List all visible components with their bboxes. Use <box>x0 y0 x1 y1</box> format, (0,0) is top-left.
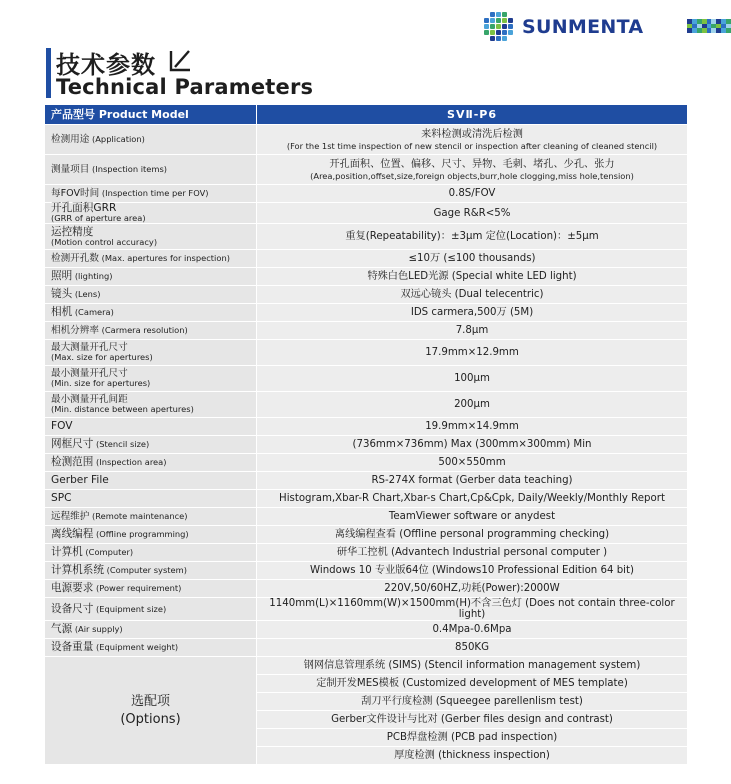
header-label: 产品型号 Product Model <box>45 105 257 124</box>
value-text: 500×550mm <box>438 457 506 468</box>
header-value: SVⅡ-P6 <box>257 105 687 124</box>
value-text: 来料检测或清洗后检测 <box>421 128 523 140</box>
label-cn: 检测用途 <box>51 134 90 145</box>
label-cn: 最小测量开孔间距 <box>51 394 128 405</box>
value-text: 200μm <box>454 399 490 410</box>
table-row <box>45 340 687 365</box>
row-value <box>257 472 687 489</box>
row-label <box>45 322 257 339</box>
label-cn: 最大测量开孔尺寸 <box>51 342 128 353</box>
row-label <box>45 598 257 620</box>
table-row <box>45 366 687 391</box>
value-text: Windows 10 专业版64位 (Windows10 Professional Edition 64 bit) <box>310 565 634 576</box>
value-text: 重复(Repeatability)：±3μm 定位(Location)：±5μm <box>345 231 599 242</box>
label-cn: 检测范围 <box>51 456 94 468</box>
row-value <box>257 224 687 249</box>
value-text: 220V,50/60HZ,功耗(Power):2000W <box>384 583 560 594</box>
label-cn: 相机分辨率 <box>51 325 99 336</box>
row-value <box>257 268 687 285</box>
table-row <box>45 155 687 184</box>
label-cn: 相机 <box>51 306 73 318</box>
label-en: (Camera) <box>72 307 114 317</box>
logo-dot <box>490 24 495 29</box>
logo-dot <box>502 24 507 29</box>
logo-dot <box>490 18 495 23</box>
row-value <box>257 562 687 579</box>
value-text: Gage R&R<5% <box>433 207 511 219</box>
label-cn: 气源 <box>51 623 73 635</box>
value-text: 17.9mm×12.9mm <box>425 347 519 358</box>
row-label <box>45 639 257 656</box>
row-value <box>257 250 687 267</box>
value-text: 开孔面积、位置、偏移、尺寸、异物、毛刺、堵孔、少孔、张力 <box>329 158 615 170</box>
label-en: (Offline programming) <box>93 529 189 539</box>
value-text: (736mm×736mm) Max (300mm×300mm) Min <box>352 439 592 450</box>
logo-dot <box>502 12 507 17</box>
logo-dot <box>490 12 495 17</box>
row-value <box>257 508 687 525</box>
label-en: (Lens) <box>72 289 101 299</box>
label-en: (Inspection items) <box>89 164 168 174</box>
row-label <box>45 526 257 543</box>
table-row <box>45 598 687 620</box>
table-row <box>45 544 687 561</box>
label-cn: 每FOV时间 <box>51 188 100 199</box>
label-en: (Motion control accuracy) <box>51 236 158 247</box>
value-text: 双远心镜头 (Dual telecentric) <box>400 289 544 300</box>
row-label <box>45 508 257 525</box>
row-label <box>45 250 257 267</box>
logo-dot <box>490 30 495 35</box>
label-en: (Application) <box>89 134 145 144</box>
row-label <box>45 224 257 249</box>
value-text: 研华工控机 (Advantech Industrial personal computer ) <box>336 547 608 558</box>
value-text: 19.9mm×14.9mm <box>425 421 519 432</box>
option-item: 定制开发MES模板 (Customized development of MES template) <box>257 675 687 692</box>
value-text: IDS carmera,500万 (5M) <box>410 307 534 318</box>
value-text: 1140mm(L)×1160mm(W)×1500mm(H)不含三色灯 (Does not contain three-color light) <box>269 598 675 620</box>
row-value <box>257 155 687 184</box>
sunmenta-logo-icon <box>484 12 514 42</box>
row-value <box>257 621 687 638</box>
table-row <box>45 526 687 543</box>
option-item: 刮刀平行度检测 (Squeegee parellenlism test) <box>257 693 687 710</box>
label-cn: 照明 <box>51 270 73 282</box>
logo-dot <box>496 36 501 41</box>
table-row <box>45 322 687 339</box>
row-value <box>257 418 687 435</box>
label-en: (Carmera resolution) <box>98 325 188 335</box>
row-value <box>257 436 687 453</box>
value-text: 特殊白色LED光源 (Special white LED light) <box>367 271 577 282</box>
label-cn: 镜头 <box>51 288 73 300</box>
table-row <box>45 286 687 303</box>
label-en: (lighting) <box>72 271 113 281</box>
row-label <box>45 286 257 303</box>
logo-dot <box>496 24 501 29</box>
value-text: 7.8μm <box>455 325 489 336</box>
row-label <box>45 490 257 507</box>
table-row <box>45 185 687 202</box>
row-label <box>45 392 257 417</box>
label-cn: 开孔面积GRR <box>51 202 117 214</box>
option-item: Gerber文件设计与比对 (Gerber files design and contrast) <box>257 711 687 728</box>
label-cn: 最小测量开孔尺寸 <box>51 368 128 379</box>
table-row <box>45 490 687 507</box>
value-text: Histogram,Xbar-R Chart,Xbar-s Chart,Cp&Cpk, Daily/Weekly/Monthly Report <box>279 493 665 504</box>
row-value <box>257 203 687 223</box>
row-value <box>257 185 687 202</box>
label-en: (Min. distance between apertures) <box>51 404 194 414</box>
table-row <box>45 472 687 489</box>
label-en: (Computer) <box>82 547 134 557</box>
label-en: (Computer system) <box>103 565 187 575</box>
row-value <box>257 598 687 620</box>
label-cn: 电源要求 <box>51 582 94 594</box>
logo-dot <box>502 36 507 41</box>
value-text: RS-274X format (Gerber data teaching) <box>371 475 573 486</box>
logo-dot <box>508 24 513 29</box>
row-label <box>45 340 257 365</box>
label-en: (Inspection time per FOV) <box>99 188 209 198</box>
table-row <box>45 454 687 471</box>
spec-table <box>45 104 687 765</box>
label-en: (Power requirement) <box>93 583 182 593</box>
value-text: 0.8S/FOV <box>448 188 496 199</box>
label-cn: 设备重量 <box>51 641 94 653</box>
label-cn: 计算机 <box>51 546 83 558</box>
logo-dot <box>508 18 513 23</box>
label-cn: 设备尺寸 <box>51 602 94 615</box>
option-item: 厚度检测 (thickness inspection) <box>257 747 687 764</box>
value-text: 离线编程查看 (Offline personal programming checking) <box>334 529 610 540</box>
row-label <box>45 544 257 561</box>
pixel-pattern-decoration <box>687 19 731 33</box>
value-text: TeamViewer software or anydest <box>388 511 556 522</box>
logo-dot <box>496 30 501 35</box>
option-item: 钢网信息管理系统 (SIMS) (Stencil information management system) <box>257 657 687 674</box>
row-label <box>45 268 257 285</box>
row-label <box>45 621 257 638</box>
value-text: ≤10万 (≤100 thousands) <box>408 253 536 264</box>
label-cn: 离线编程 <box>51 528 94 540</box>
label-en: (Equipment size) <box>93 603 167 614</box>
logo-dot <box>490 36 495 41</box>
row-value <box>257 366 687 391</box>
row-label <box>45 185 257 202</box>
label-en: (Remote maintenance) <box>89 511 188 521</box>
row-label <box>45 304 257 321</box>
title-cn-text: 技术参数 <box>56 51 156 79</box>
value-text: 0.4Mpa-0.6Mpa <box>432 624 512 635</box>
logo-dot <box>502 30 507 35</box>
table-row <box>45 304 687 321</box>
table-row <box>45 418 687 435</box>
row-value <box>257 639 687 656</box>
options-label-en: (Options) <box>120 711 181 727</box>
row-label <box>45 418 257 435</box>
row-value <box>257 392 687 417</box>
table-row <box>45 621 687 638</box>
row-label <box>45 580 257 597</box>
label-en: (Equipment weight) <box>93 642 179 652</box>
logo-dot <box>496 12 501 17</box>
logo-dot <box>496 18 501 23</box>
row-label <box>45 203 257 223</box>
row-label <box>45 562 257 579</box>
page-title-en: Technical Parameters <box>56 75 314 99</box>
pixel-tile <box>726 28 731 33</box>
option-row <box>45 657 687 674</box>
table-row <box>45 508 687 525</box>
edit-mark-icon <box>168 47 192 73</box>
logo-dot <box>484 18 489 23</box>
label-cn: 检测开孔数 <box>51 253 99 264</box>
table-row <box>45 203 687 223</box>
label-cn: 网框尺寸 <box>51 438 94 450</box>
label-cn: 计算机系统 <box>51 564 104 576</box>
logo-dot <box>508 30 513 35</box>
label-cn: 运控精度 <box>51 225 94 238</box>
row-label <box>45 125 257 154</box>
brand-name: SUNMENTA <box>522 16 644 38</box>
table-header-row <box>45 105 687 124</box>
row-label <box>45 366 257 391</box>
label-cn: SPC <box>51 492 72 504</box>
table-row <box>45 436 687 453</box>
label-cn: 远程维护 <box>51 511 90 522</box>
value-sub-text: (Area,position,offset,size,foreign objects,burr,hole clogging,miss hole,tension) <box>310 170 634 181</box>
title-accent-bar <box>46 48 51 98</box>
value-text: 850KG <box>454 642 490 653</box>
table-row <box>45 224 687 249</box>
row-value <box>257 454 687 471</box>
label-en: (Inspection area) <box>93 457 167 467</box>
row-value <box>257 322 687 339</box>
row-label <box>45 472 257 489</box>
label-en: (Air supply) <box>72 624 123 634</box>
label-en: (Max. size for apertures) <box>51 352 153 362</box>
options-label-cn: 选配项 <box>130 693 170 709</box>
row-value <box>257 490 687 507</box>
table-row <box>45 562 687 579</box>
label-cn: Gerber File <box>51 474 109 486</box>
table-row <box>45 125 687 154</box>
logo-dot <box>484 24 489 29</box>
label-en: (Stencil size) <box>93 439 150 449</box>
row-value <box>257 526 687 543</box>
row-value <box>257 580 687 597</box>
label-cn: 测量项目 <box>51 164 90 175</box>
brand-logo <box>484 10 643 44</box>
option-item: PCB焊盘检测 (PCB pad inspection) <box>257 729 687 746</box>
logo-dot <box>484 30 489 35</box>
value-text: 100μm <box>454 373 490 384</box>
row-value <box>257 544 687 561</box>
table-row <box>45 580 687 597</box>
value-sub-text: (For the 1st time inspection of new stencil or inspection after cleaning of cleaned stencil) <box>286 140 658 151</box>
row-value <box>257 304 687 321</box>
row-value <box>257 340 687 365</box>
logo-dot <box>502 18 507 23</box>
row-value <box>257 286 687 303</box>
table-row <box>45 250 687 267</box>
table-row <box>45 639 687 656</box>
label-en: (GRR of aperture area) <box>51 213 146 223</box>
row-label <box>45 436 257 453</box>
label-en: (Min. size for apertures) <box>51 378 151 388</box>
label-en: (Max. apertures for inspection) <box>98 253 230 263</box>
row-label <box>45 155 257 184</box>
table-row <box>45 268 687 285</box>
label-cn: FOV <box>51 420 73 432</box>
row-label <box>45 454 257 471</box>
row-value <box>257 125 687 154</box>
options-label-cell <box>45 657 257 764</box>
table-row <box>45 392 687 417</box>
